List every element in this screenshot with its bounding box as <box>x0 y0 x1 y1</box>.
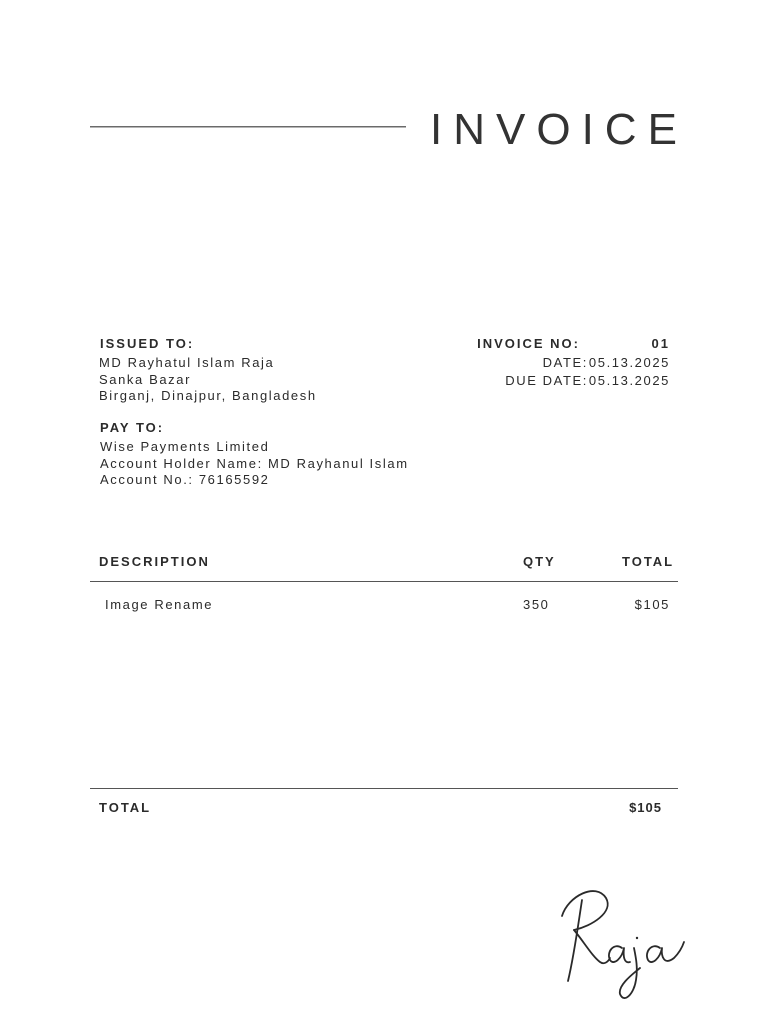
invoice-number-row <box>370 336 670 351</box>
due-date-row <box>370 373 670 390</box>
issued-to-line-3: Birganj, Dinajpur, Bangladesh <box>99 388 317 403</box>
signature-image <box>548 876 698 1006</box>
pay-to-details <box>100 439 409 489</box>
line-item-qty: 350 <box>523 597 550 612</box>
issued-to-line-2: Sanka Bazar <box>99 371 192 387</box>
invoice-date-label: DATE: <box>542 355 588 370</box>
issued-to-label: ISSUED TO: <box>100 336 195 351</box>
line-item-description: Image Rename <box>105 597 214 612</box>
due-date-label: DUE DATE: <box>505 373 588 388</box>
invoice-title: INVOICE <box>430 105 688 154</box>
invoice-date-row <box>370 355 670 372</box>
column-header-qty: QTY <box>523 554 556 569</box>
pay-to-bank: Wise Payments Limited <box>100 439 270 454</box>
issued-to-name: MD Rayhatul Islam Raja <box>99 355 275 370</box>
total-divider <box>90 788 678 789</box>
pay-to-label: PAY TO: <box>100 420 165 435</box>
invoice-date-value: 05.13.2025 <box>588 355 670 370</box>
due-date-value: 05.13.2025 <box>588 373 670 388</box>
table-header-divider <box>90 581 678 582</box>
title-divider <box>90 126 406 128</box>
invoice-number-label: INVOICE NO: <box>477 336 580 351</box>
line-item-total: $105 <box>634 597 670 612</box>
invoice-number-value: 01 <box>651 336 670 351</box>
grand-total-value: $105 <box>629 800 662 815</box>
issued-to-address <box>99 355 317 405</box>
pay-to-account: Account No.: 76165592 <box>100 472 270 487</box>
column-header-total: TOTAL <box>622 554 675 569</box>
column-header-description: DESCRIPTION <box>99 554 210 569</box>
pay-to-holder: Account Holder Name: MD Rayhanul Islam <box>100 455 409 471</box>
grand-total-label: TOTAL <box>99 800 152 815</box>
